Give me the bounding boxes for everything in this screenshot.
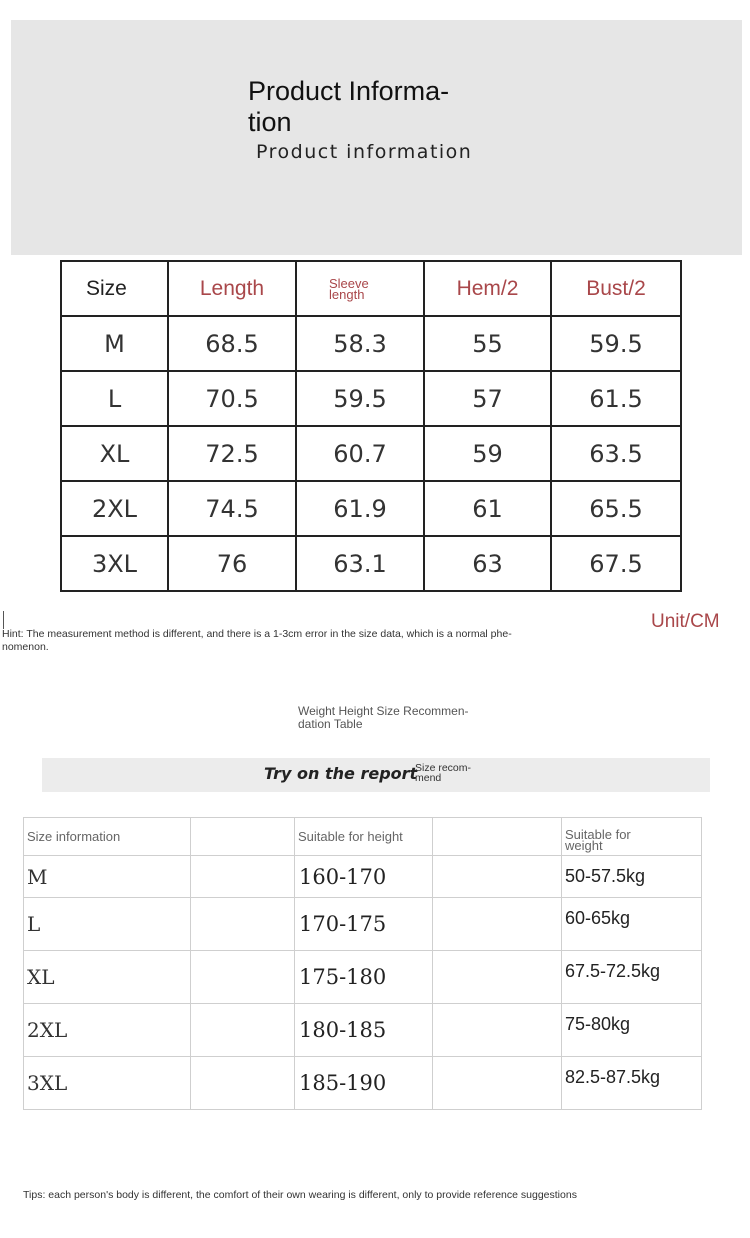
length-cell: 76 <box>168 536 296 591</box>
table-row <box>24 1004 702 1057</box>
table-row <box>61 426 681 481</box>
bust-cell: 59.5 <box>551 316 681 371</box>
header-size-information: Size information <box>24 818 191 856</box>
table-row <box>24 856 702 898</box>
header-length: Length <box>168 261 296 316</box>
height-cell: 170-175 <box>295 898 433 951</box>
size-cell: 3XL <box>61 536 168 591</box>
hem-cell: 63 <box>424 536 551 591</box>
report-band-label: Try on the report <box>264 764 418 783</box>
recommendation-header-row <box>24 818 702 856</box>
blank-cell <box>433 898 562 951</box>
length-cell: 68.5 <box>168 316 296 371</box>
table-row <box>24 898 702 951</box>
weight-cell: 60-65kg <box>562 898 702 951</box>
blank-cell <box>433 1057 562 1110</box>
weight-cell: 82.5-87.5kg <box>562 1057 702 1110</box>
size-cell: XL <box>61 426 168 481</box>
size-chart-header-row <box>61 261 681 316</box>
blank-cell <box>191 951 295 1004</box>
fit-tips: Tips: each person's body is different, the comfort of their own wearing is different, only to provide reference suggestions <box>23 1189 577 1201</box>
height-cell: 185-190 <box>295 1057 433 1110</box>
length-cell: 70.5 <box>168 371 296 426</box>
bust-cell: 63.5 <box>551 426 681 481</box>
weight-cell: 75-80kg <box>562 1004 702 1057</box>
blank-cell <box>433 856 562 898</box>
measurement-hint: Hint: The measurement method is different, and there is a 1-3cm error in the size data, which is a normal phe- nomenon. <box>2 628 512 653</box>
table-row <box>61 481 681 536</box>
bust-cell: 67.5 <box>551 536 681 591</box>
size-cell: L <box>61 371 168 426</box>
height-cell: 160-170 <box>295 856 433 898</box>
length-cell: 72.5 <box>168 426 296 481</box>
size-cell: M <box>61 316 168 371</box>
header-height: Suitable for height <box>295 818 433 856</box>
blank-cell <box>191 856 295 898</box>
sleeve-cell: 61.9 <box>296 481 424 536</box>
blank-cell <box>191 1057 295 1110</box>
recommendation-title: Weight Height Size Recommen- dation Table <box>298 704 469 731</box>
blank-cell <box>191 1004 295 1057</box>
header-hem: Hem/2 <box>424 261 551 316</box>
size-cell: 3XL <box>24 1057 191 1110</box>
size-chart-table <box>60 260 682 592</box>
header-size: Size <box>61 261 168 316</box>
blank-cell <box>433 1004 562 1057</box>
header-weight: Suitable for weight <box>562 818 702 856</box>
sleeve-cell: 60.7 <box>296 426 424 481</box>
table-row <box>24 951 702 1004</box>
recommendation-table <box>23 817 702 1110</box>
page-title: Product Informa- tion <box>248 76 450 137</box>
size-cell: M <box>24 856 191 898</box>
header-blank <box>191 818 295 856</box>
table-row <box>61 536 681 591</box>
sleeve-cell: 58.3 <box>296 316 424 371</box>
sleeve-cell: 63.1 <box>296 536 424 591</box>
bust-cell: 61.5 <box>551 371 681 426</box>
table-row <box>24 1057 702 1110</box>
size-cell: L <box>24 898 191 951</box>
divider-mark <box>3 611 4 629</box>
size-cell: 2XL <box>24 1004 191 1057</box>
height-cell: 180-185 <box>295 1004 433 1057</box>
hem-cell: 55 <box>424 316 551 371</box>
size-cell: XL <box>24 951 191 1004</box>
sleeve-cell: 59.5 <box>296 371 424 426</box>
height-cell: 175-180 <box>295 951 433 1004</box>
header-bust: Bust/2 <box>551 261 681 316</box>
weight-cell: 67.5-72.5kg <box>562 951 702 1004</box>
weight-cell: 50-57.5kg <box>562 856 702 898</box>
blank-cell <box>433 951 562 1004</box>
report-band-sub: Size recom- mend <box>415 762 472 784</box>
size-cell: 2XL <box>61 481 168 536</box>
unit-label: Unit/CM <box>651 611 720 632</box>
blank-cell <box>191 898 295 951</box>
header-blank <box>433 818 562 856</box>
length-cell: 74.5 <box>168 481 296 536</box>
page-subtitle: Product information <box>256 141 473 163</box>
header-sleeve-length: Sleeve length <box>296 261 424 316</box>
table-row <box>61 316 681 371</box>
hem-cell: 61 <box>424 481 551 536</box>
hem-cell: 59 <box>424 426 551 481</box>
bust-cell: 65.5 <box>551 481 681 536</box>
table-row <box>61 371 681 426</box>
hem-cell: 57 <box>424 371 551 426</box>
